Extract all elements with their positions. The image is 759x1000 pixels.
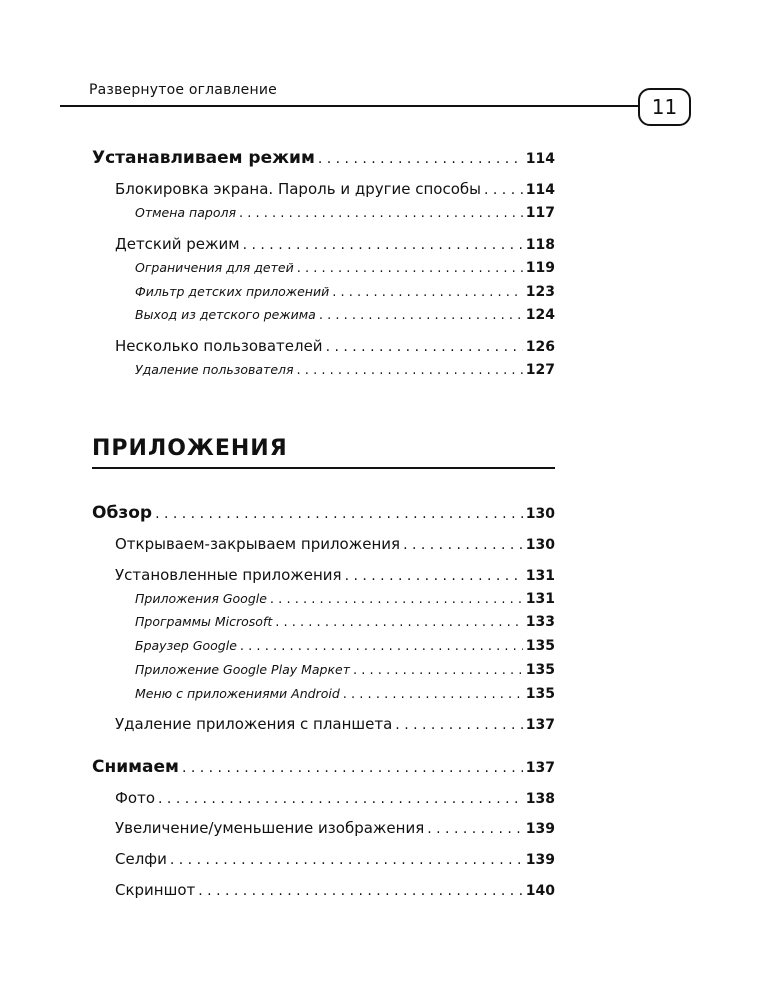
- toc-entry[interactable]: [115, 789, 555, 807]
- toc-entry[interactable]: [92, 757, 555, 777]
- dot-leader: [275, 615, 523, 630]
- toc-entry-page: 130: [525, 537, 555, 553]
- toc-entry-title: Удаление пользователя: [135, 362, 294, 377]
- dot-leader: [243, 237, 523, 253]
- toc-entry-title: Увеличение/уменьшение изображения: [115, 819, 425, 837]
- dot-leader: [395, 717, 522, 733]
- toc-entry-title: Блокировка экрана. Пароль и другие способы: [115, 180, 481, 198]
- toc-entry-title: Устанавливаем режим: [92, 148, 315, 168]
- toc-entry-title: Приложение Google Play Маркет: [135, 662, 351, 677]
- toc-entry[interactable]: [135, 307, 555, 323]
- dot-leader: [270, 592, 523, 607]
- toc-entry-title: Несколько пользователей: [115, 337, 323, 355]
- toc-entry-page: 137: [525, 760, 555, 776]
- toc-entry-title: Приложения Google: [135, 591, 267, 606]
- toc-entry-page: 135: [525, 638, 555, 654]
- toc-entry-title: Удаление приложения с планшета: [115, 715, 393, 733]
- toc-entry-title: Программы Microsoft: [135, 614, 273, 629]
- running-title: Развернутое оглавление: [89, 82, 277, 98]
- toc-entry-page: 114: [525, 151, 555, 167]
- dot-leader: [427, 821, 523, 837]
- toc-entry-page: 119: [525, 260, 555, 276]
- toc-entry[interactable]: [92, 148, 555, 168]
- toc-entry-page: 131: [525, 591, 555, 607]
- toc-entry-title: Детский режим: [115, 235, 240, 253]
- toc-entry-title: Выход из детского режима: [135, 307, 316, 322]
- toc-entry[interactable]: [115, 715, 555, 733]
- toc-entry-title: Отмена пароля: [135, 205, 236, 220]
- toc-entry[interactable]: [115, 337, 555, 355]
- toc-entry[interactable]: [135, 662, 555, 678]
- dot-leader: [326, 339, 523, 355]
- dot-leader: [182, 760, 523, 776]
- toc-entry[interactable]: [115, 566, 555, 584]
- dot-leader: [297, 261, 523, 276]
- toc-entry-title: Меню с приложениями Android: [135, 686, 340, 701]
- toc-entry[interactable]: [115, 535, 555, 553]
- toc-entry[interactable]: [115, 881, 555, 899]
- toc-entry[interactable]: [115, 180, 555, 198]
- toc-entry-page: 123: [525, 284, 555, 300]
- dot-leader: [239, 206, 523, 221]
- dot-leader: [155, 506, 523, 522]
- toc-entry[interactable]: [135, 362, 555, 378]
- toc-entry-title: Снимаем: [92, 757, 179, 777]
- page-number-badge: 11: [638, 88, 691, 126]
- toc-entry[interactable]: [115, 850, 555, 868]
- toc-entry-page: 138: [525, 791, 555, 807]
- toc-entry-title: Обзор: [92, 503, 153, 523]
- toc-entry-page: 127: [525, 362, 555, 378]
- toc-entry[interactable]: [135, 614, 555, 630]
- page-header: [60, 80, 700, 128]
- toc-entry-title: Селфи: [115, 850, 167, 868]
- toc-entry[interactable]: [135, 284, 555, 300]
- dot-leader: [345, 568, 523, 584]
- toc-entry-page: 135: [525, 686, 555, 702]
- toc-entry-page: 124: [525, 307, 555, 323]
- toc-entry[interactable]: [135, 260, 555, 276]
- dot-leader: [170, 852, 523, 868]
- toc-entry[interactable]: [92, 503, 555, 523]
- toc-entry-page: 114: [525, 182, 555, 198]
- toc-entry-page: 131: [525, 568, 555, 584]
- toc-entry-page: 139: [525, 852, 555, 868]
- dot-leader: [343, 687, 523, 702]
- toc-entry-title: Фильтр детских приложений: [135, 284, 330, 299]
- dot-leader: [198, 883, 523, 899]
- toc-entry-page: 135: [525, 662, 555, 678]
- toc-entry-title: Браузер Google: [135, 638, 237, 653]
- toc-entry-title: Скриншот: [115, 881, 196, 899]
- dot-leader: [403, 537, 523, 553]
- dot-leader: [353, 663, 523, 678]
- header-rule: [60, 105, 640, 107]
- toc-entry-page: 117: [525, 205, 555, 221]
- toc-entry-title: Ограничения для детей: [135, 260, 294, 275]
- toc-entry[interactable]: [115, 819, 555, 837]
- section-title: ПРИЛОЖЕНИЯ: [92, 436, 288, 461]
- toc-entry[interactable]: [115, 235, 555, 253]
- toc-entry-page: 139: [525, 821, 555, 837]
- toc-entry-title: Фото: [115, 789, 156, 807]
- toc-entry-page: 130: [525, 506, 555, 522]
- toc-entry-page: 140: [525, 883, 555, 899]
- toc-entry[interactable]: [135, 205, 555, 221]
- toc-entry[interactable]: [135, 638, 555, 654]
- dot-leader: [318, 151, 523, 167]
- dot-leader: [240, 639, 523, 654]
- dot-leader: [319, 308, 523, 323]
- toc-entry-page: 118: [525, 237, 555, 253]
- dot-leader: [484, 182, 523, 198]
- dot-leader: [158, 791, 523, 807]
- toc-entry-page: 137: [525, 717, 555, 733]
- toc-entry-title: Установленные приложения: [115, 566, 342, 584]
- toc-entry-page: 133: [525, 614, 555, 630]
- toc-entry[interactable]: [135, 591, 555, 607]
- toc-entry[interactable]: [135, 686, 555, 702]
- toc-entry-title: Открываем-закрываем приложения: [115, 535, 401, 553]
- dot-leader: [297, 363, 523, 378]
- section-rule: [92, 467, 555, 469]
- dot-leader: [332, 285, 523, 300]
- toc-entry-page: 126: [525, 339, 555, 355]
